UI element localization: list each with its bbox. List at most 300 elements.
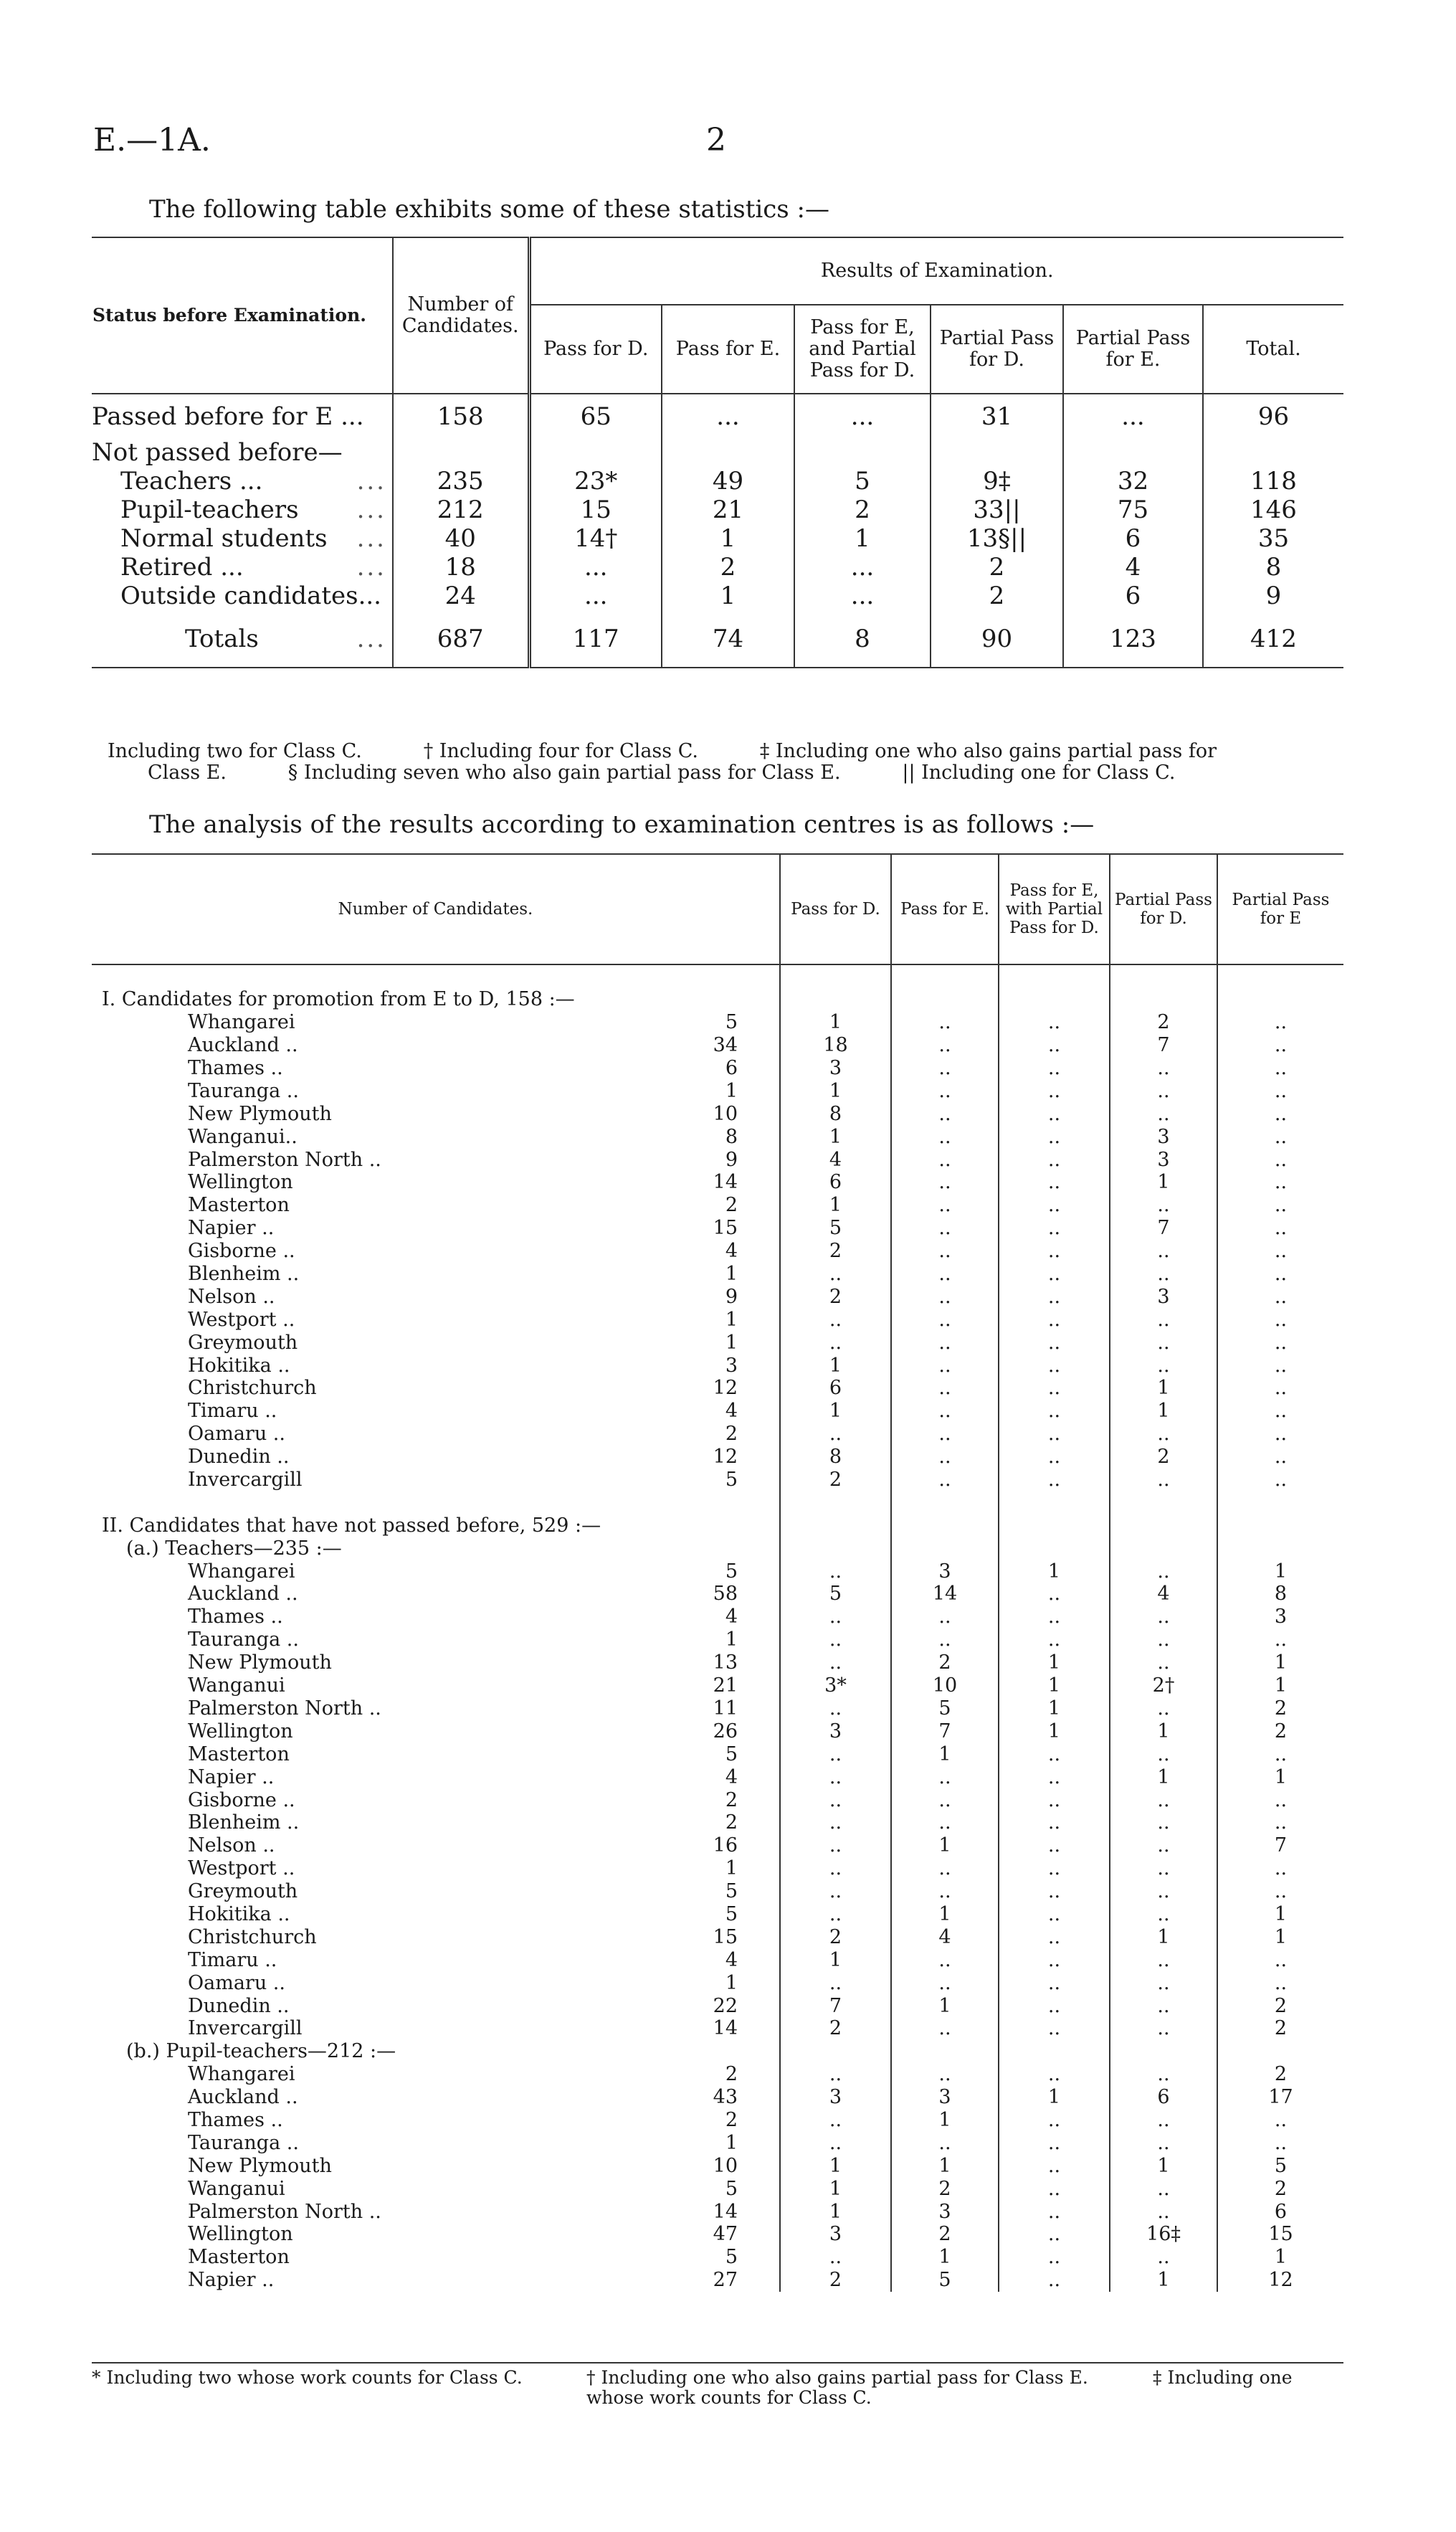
centre-value: 10	[891, 1674, 999, 1697]
centre-name: Wellington	[188, 1171, 293, 1194]
centre-value: ..	[891, 1285, 999, 1308]
col-partial-e: Partial Pass for E.	[1063, 305, 1203, 394]
centre-count: 14	[713, 2017, 738, 2040]
result-cell: 8	[794, 610, 931, 668]
col-pass-e: Pass for E.	[662, 305, 794, 394]
centre-value: ..	[1110, 1971, 1217, 1994]
centre-count: 1	[725, 1308, 738, 1331]
centre-cell	[92, 1148, 780, 1171]
centre-cell	[92, 1628, 780, 1651]
empty-cell	[780, 1514, 891, 1537]
centre-cell	[92, 1377, 780, 1400]
centre-value: 2	[891, 2177, 999, 2200]
centre-value: 7	[1110, 1217, 1217, 1240]
status-label: Pupil-teachers	[120, 496, 299, 524]
centre-value: ..	[1217, 1057, 1343, 1080]
centre-value: 2	[780, 1285, 891, 1308]
centre-value: ..	[1110, 1423, 1217, 1446]
centre-count: 5	[725, 1880, 738, 1903]
centre-count: 8	[725, 1125, 738, 1148]
centre-count: 3	[725, 1354, 738, 1377]
status-label: Normal students	[120, 524, 328, 553]
footnote-star: * Including two whose work counts for Class C.	[92, 2367, 523, 2388]
result-cell: 1	[794, 524, 931, 553]
centre-value: ..	[780, 1765, 891, 1788]
centre-value: ..	[1217, 1148, 1343, 1171]
centre-value: ..	[780, 1560, 891, 1583]
status-label: Retired ...	[120, 553, 244, 582]
centre-value: 2	[1217, 1697, 1343, 1720]
footnote-dagger: † Including one who also gains partial pass for Class E.	[586, 2367, 1088, 2388]
centre-row	[92, 2063, 1343, 2086]
centre-value: ..	[891, 1240, 999, 1263]
centre-value: ..	[999, 2177, 1110, 2200]
centre-value: ..	[1110, 1354, 1217, 1377]
centre-value: 6	[1110, 2086, 1217, 2109]
centre-value: 3	[891, 2086, 999, 2109]
result-cell: 1	[662, 582, 794, 610]
centre-value: 6	[780, 1171, 891, 1194]
centre-value: 1	[780, 2154, 891, 2177]
centre-value: 1	[780, 1011, 891, 1034]
empty-cell	[1110, 1491, 1217, 1514]
centre-count: 1	[725, 1079, 738, 1102]
centre-value: 3	[780, 1057, 891, 1080]
centre-value: ..	[1110, 1560, 1217, 1583]
footnote-ddagger: ‡ Including one	[1153, 2367, 1293, 2388]
centre-value: 7	[891, 1720, 999, 1742]
status-label: Outside candidates...	[120, 582, 381, 610]
centre-value: ..	[891, 2131, 999, 2154]
number-cell: 24	[393, 582, 529, 610]
t2-col-pass-d: Pass for D.	[780, 854, 891, 964]
centre-value: 1	[1217, 1674, 1343, 1697]
centre-row	[92, 1171, 1343, 1194]
t2-col-pass-e: Pass for E.	[891, 854, 999, 964]
centre-cell	[92, 2086, 780, 2109]
centre-value: ..	[999, 2154, 1110, 2177]
result-cell: 49	[662, 467, 794, 496]
result-cell: 146	[1203, 496, 1343, 524]
centre-value: ..	[999, 1263, 1110, 1286]
centre-value: ..	[1217, 1400, 1343, 1423]
centre-row	[92, 1263, 1343, 1286]
result-cell: 1	[662, 524, 794, 553]
centre-value: 1	[780, 1354, 891, 1377]
centre-name: Westport ..	[188, 1308, 295, 1331]
result-cell: 75	[1063, 496, 1203, 524]
centre-value: ..	[999, 1788, 1110, 1811]
centre-cell	[92, 1880, 780, 1903]
centre-value: ..	[1217, 1971, 1343, 1994]
centre-value: 1	[1110, 2269, 1217, 2292]
status-label: Passed before for E ...	[92, 402, 364, 431]
centre-value: ..	[1217, 1377, 1343, 1400]
centre-value: ..	[999, 1011, 1110, 1034]
centre-value: ..	[891, 1880, 999, 1903]
centre-value: ..	[1110, 1903, 1217, 1926]
centre-value: 7	[780, 1994, 891, 2017]
centre-cell	[92, 2017, 780, 2040]
status-label-cell	[92, 394, 393, 438]
centre-cell	[92, 1651, 780, 1674]
centre-name: Napier ..	[188, 1217, 275, 1240]
centre-value: ..	[1217, 1880, 1343, 1903]
centre-row	[92, 2223, 1343, 2246]
centre-value: 7	[1110, 1034, 1217, 1057]
empty-cell	[780, 988, 891, 1011]
status-row	[92, 582, 1343, 610]
table1-footnotes	[108, 741, 1355, 784]
statistics-table	[92, 237, 1343, 668]
centre-count: 5	[725, 1560, 738, 1583]
centre-value: 1	[999, 1720, 1110, 1742]
centre-value: 8	[780, 1102, 891, 1125]
result-cell: 123	[1063, 610, 1203, 668]
centre-value: ..	[1217, 1628, 1343, 1651]
centre-cell	[92, 1011, 780, 1034]
centre-value: ..	[1217, 1423, 1343, 1446]
centre-value: ..	[999, 1240, 1110, 1263]
leader-dots: ...	[356, 496, 386, 524]
centre-value: 2	[1110, 1011, 1217, 1034]
centre-value: ..	[999, 2017, 1110, 2040]
centre-row	[92, 1994, 1343, 2017]
centre-value: ..	[999, 2200, 1110, 2223]
result-cell: ...	[529, 553, 662, 582]
centre-name: Tauranga ..	[188, 2131, 299, 2154]
col-pass-e-partial-d: Pass for E, and Partial Pass for D.	[794, 305, 931, 394]
result-cell: ...	[794, 553, 931, 582]
centre-value: 1	[1217, 1560, 1343, 1583]
centre-name: Masterton	[188, 1742, 290, 1765]
centre-value: ..	[891, 1765, 999, 1788]
empty-cell	[999, 1491, 1110, 1514]
footnote-line-2: Class E. § Including seven who also gain partial pass for Class E. || Including one for Class C.	[148, 762, 1176, 784]
centre-value: ..	[1217, 1788, 1343, 1811]
centre-count: 12	[713, 1377, 738, 1400]
subsection-heading-a-label: (a.) Teachers—235 :—	[126, 1537, 342, 1560]
centre-cell	[92, 2063, 780, 2086]
footnote-dagger-cont: whose work counts for Class C.	[586, 2387, 872, 2408]
centre-value: 1	[891, 1834, 999, 1857]
centre-value: ..	[780, 1834, 891, 1857]
centre-value: ..	[999, 1079, 1110, 1102]
centre-value: ..	[1217, 1194, 1343, 1217]
centre-value: ..	[1110, 2131, 1217, 2154]
centre-value: ..	[780, 2246, 891, 2269]
centre-value: ..	[1217, 1857, 1343, 1880]
centre-row	[92, 1880, 1343, 1903]
centre-value: ..	[780, 1903, 891, 1926]
centre-value: ..	[999, 1834, 1110, 1857]
centre-cell	[92, 1171, 780, 1194]
result-cell	[794, 438, 931, 467]
empty-cell	[1217, 988, 1343, 1011]
centre-value: ..	[1217, 1034, 1343, 1057]
centre-value: ..	[1110, 1079, 1217, 1102]
centre-value: ..	[780, 1263, 891, 1286]
centre-name: Oamaru ..	[188, 1971, 285, 1994]
centre-value: ..	[891, 1857, 999, 1880]
centre-value: ..	[1217, 1011, 1343, 1034]
centre-value: 3	[780, 2223, 891, 2246]
empty-cell	[999, 964, 1110, 988]
centre-value: 2	[1217, 1994, 1343, 2017]
centre-value: ..	[780, 2131, 891, 2154]
centre-value: ..	[1217, 1102, 1343, 1125]
centre-name: Blenheim ..	[188, 1811, 300, 1834]
centre-count: 14	[713, 1171, 738, 1194]
centre-value: ..	[1217, 1240, 1343, 1263]
centre-value: 1	[891, 1742, 999, 1765]
centre-count: 2	[725, 1194, 738, 1217]
centre-value: ..	[780, 1857, 891, 1880]
centre-value: ..	[1110, 1331, 1217, 1354]
empty-cell	[780, 1491, 891, 1514]
centre-value: ..	[999, 1148, 1110, 1171]
result-cell: 6	[1063, 582, 1203, 610]
centre-count: 4	[725, 1240, 738, 1263]
centre-cell	[92, 1469, 780, 1492]
centre-value: ..	[999, 1377, 1110, 1400]
centre-value: ..	[1110, 1834, 1217, 1857]
result-cell: 35	[1203, 524, 1343, 553]
leader-dots: ...	[356, 524, 386, 553]
empty-cell	[1110, 964, 1217, 988]
page-number: 2	[706, 122, 726, 158]
centre-value: ..	[891, 1125, 999, 1148]
centre-value: 3	[891, 2200, 999, 2223]
centre-value: ..	[1110, 1811, 1217, 1834]
centre-cell	[92, 1125, 780, 1148]
intro-text-1: The following table exhibits some of these statistics :—	[149, 195, 830, 224]
table2-footnotes	[92, 2362, 1343, 2408]
centre-row	[92, 1400, 1343, 1423]
centre-value: ..	[999, 2246, 1110, 2269]
centre-cell	[92, 2246, 780, 2269]
centre-value: 1	[891, 2246, 999, 2269]
centre-value: 4	[1110, 1583, 1217, 1606]
centre-value: ..	[1217, 1125, 1343, 1148]
centre-value: ..	[891, 1194, 999, 1217]
empty-cell	[891, 964, 999, 988]
status-label-cell	[92, 610, 393, 668]
result-cell	[1203, 438, 1343, 467]
centre-name: New Plymouth	[188, 1651, 332, 1674]
number-cell: 235	[393, 467, 529, 496]
centre-cell	[92, 1057, 780, 1080]
centre-value: 3	[1217, 1606, 1343, 1628]
centre-value: ..	[999, 1811, 1110, 1834]
centre-name: Thames ..	[188, 1606, 283, 1628]
centre-value: 1	[1217, 2246, 1343, 2269]
col-number-header: Number of Candidates.	[393, 237, 529, 394]
centre-value: 1	[1110, 1720, 1217, 1742]
centre-row	[92, 1217, 1343, 1240]
result-cell: 9	[1203, 582, 1343, 610]
centre-value: 5	[891, 2269, 999, 2292]
centre-value: ..	[999, 1742, 1110, 1765]
centre-value: ..	[891, 1057, 999, 1080]
centre-cell	[92, 1308, 780, 1331]
centre-count: 22	[713, 1994, 738, 2017]
centre-value: ..	[891, 1606, 999, 1628]
centre-row	[92, 1011, 1343, 1034]
result-cell: 5	[794, 467, 931, 496]
centre-count: 4	[725, 1765, 738, 1788]
centre-row	[92, 1125, 1343, 1148]
t2-col-partial-e: Partial Pass for E	[1217, 854, 1343, 964]
centre-name: Invercargill	[188, 1469, 303, 1492]
centre-value: ..	[1217, 1811, 1343, 1834]
centre-count: 5	[725, 1902, 738, 1925]
centre-value: ..	[1217, 1171, 1343, 1194]
centre-value: ..	[1217, 1446, 1343, 1469]
centre-value: ..	[891, 1011, 999, 1034]
footnote-line-1: Including two for Class C. † Including four for Class C. ‡ Including one who also gains partial pass for	[108, 740, 1217, 762]
centre-value: 1	[1110, 1377, 1217, 1400]
centre-value: ..	[891, 1811, 999, 1834]
centre-cell	[92, 1674, 780, 1697]
centre-value: ..	[780, 1331, 891, 1354]
centre-cell	[92, 1079, 780, 1102]
centre-row	[92, 1560, 1343, 1583]
centre-row	[92, 2154, 1343, 2177]
centre-row	[92, 1285, 1343, 1308]
centre-name: Dunedin ..	[188, 1994, 290, 2017]
centres-table	[92, 853, 1343, 2292]
leader-dots: ...	[356, 624, 386, 653]
col-status-header: Status before Examination.	[92, 305, 366, 326]
empty-cell	[999, 988, 1110, 1011]
centre-value: ..	[999, 1057, 1110, 1080]
centre-value: ..	[1217, 1354, 1343, 1377]
centre-value: ..	[999, 1354, 1110, 1377]
centre-value: ..	[891, 1788, 999, 1811]
centre-value: ..	[891, 1034, 999, 1057]
centre-row	[92, 1079, 1343, 1102]
centre-value: 5	[780, 1217, 891, 1240]
centre-value: ..	[780, 1971, 891, 1994]
centre-cell	[92, 1194, 780, 1217]
centre-row	[92, 2017, 1343, 2040]
empty-cell	[780, 2040, 891, 2063]
number-cell	[393, 438, 529, 467]
centre-value: ..	[999, 1765, 1110, 1788]
result-cell	[1063, 438, 1203, 467]
centre-name: Gisborne ..	[188, 1788, 295, 1811]
centre-value: 3	[1110, 1125, 1217, 1148]
centre-cell	[92, 2223, 780, 2246]
centre-value: ..	[1110, 1194, 1217, 1217]
centre-count: 2	[725, 2108, 738, 2131]
centre-value: ..	[999, 2269, 1110, 2292]
centre-row	[92, 1331, 1343, 1354]
centre-row	[92, 1240, 1343, 1263]
result-cell	[931, 438, 1063, 467]
centre-value: ..	[999, 1903, 1110, 1926]
result-cell: 2	[662, 553, 794, 582]
centre-value: 1	[1217, 1903, 1343, 1926]
centre-value: ..	[1217, 1217, 1343, 1240]
centre-value: 2	[891, 2223, 999, 2246]
centre-value: ..	[999, 1880, 1110, 1903]
centre-value: 1	[780, 1194, 891, 1217]
centre-value: 1	[999, 1674, 1110, 1697]
centre-value: ..	[999, 1971, 1110, 1994]
centre-row	[92, 1354, 1343, 1377]
centre-name: Dunedin ..	[188, 1446, 290, 1469]
centre-name: Hokitika ..	[188, 1902, 290, 1925]
spacer-row	[92, 1491, 1343, 1514]
empty-cell	[92, 1491, 780, 1514]
centre-value: ..	[891, 1148, 999, 1171]
centre-value: ..	[780, 1697, 891, 1720]
centre-value: ..	[1110, 1651, 1217, 1674]
centre-row	[92, 1971, 1343, 1994]
centre-row	[92, 2246, 1343, 2269]
centre-count: 15	[713, 1925, 738, 1948]
centre-row	[92, 1834, 1343, 1857]
empty-cell	[1110, 2040, 1217, 2063]
centre-value: ..	[1110, 1057, 1217, 1080]
centre-value: ..	[1217, 1742, 1343, 1765]
result-cell: 412	[1203, 610, 1343, 668]
centre-value: ..	[999, 1857, 1110, 1880]
empty-cell	[891, 988, 999, 1011]
empty-cell	[1110, 1514, 1217, 1537]
number-cell: 687	[393, 610, 529, 668]
centre-row	[92, 1034, 1343, 1057]
centre-value: ..	[891, 1446, 999, 1469]
centre-value: 5	[1217, 2154, 1343, 2177]
centre-count: 2	[725, 1423, 738, 1446]
result-cell: 23*	[529, 467, 662, 496]
centre-name: Greymouth	[188, 1331, 298, 1354]
centre-value: 2	[780, 2269, 891, 2292]
centre-value: ..	[999, 1994, 1110, 2017]
centre-name: Masterton	[188, 1194, 290, 1217]
centre-row	[92, 1948, 1343, 1971]
centre-count: 21	[713, 1674, 738, 1697]
centre-value: 1	[891, 2154, 999, 2177]
centre-cell	[92, 2109, 780, 2132]
centre-name: Thames ..	[188, 1057, 283, 1079]
centre-value: 18	[780, 1034, 891, 1057]
centre-cell	[92, 1857, 780, 1880]
centre-value: 3	[1110, 1148, 1217, 1171]
result-cell: 74	[662, 610, 794, 668]
centre-value: ..	[780, 1423, 891, 1446]
centre-cell	[92, 1423, 780, 1446]
centre-value: ..	[1110, 1469, 1217, 1492]
centre-name: Invercargill	[188, 2017, 303, 2040]
status-row	[92, 524, 1343, 553]
centre-cell	[92, 1583, 780, 1606]
centre-row	[92, 2109, 1343, 2132]
leader-dots: ...	[356, 467, 386, 496]
centre-value: ..	[1110, 1857, 1217, 1880]
centre-value: ..	[1217, 1285, 1343, 1308]
result-cell: 6	[1063, 524, 1203, 553]
centre-value: ..	[1217, 1331, 1343, 1354]
subsection-heading-b-label: (b.) Pupil-teachers—212 :—	[126, 2040, 396, 2063]
result-cell: 65	[529, 394, 662, 438]
centre-value: ..	[1217, 1308, 1343, 1331]
centre-name: Auckland ..	[188, 1583, 298, 1606]
centre-value: ..	[999, 1285, 1110, 1308]
